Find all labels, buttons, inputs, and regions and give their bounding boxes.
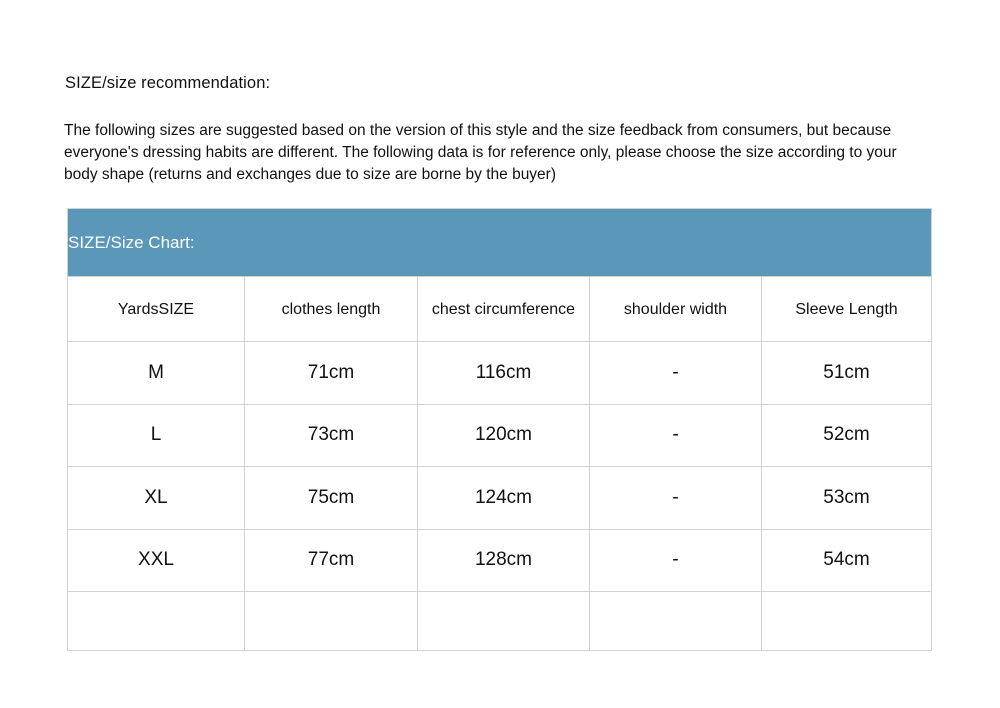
cell-sleeve-length: 54cm (762, 529, 932, 592)
size-table-container (67, 208, 931, 651)
cell-size: XL (68, 467, 245, 530)
column-header-size (68, 277, 245, 342)
column-header-chest-circumference (418, 277, 590, 342)
cell-size: L (68, 404, 245, 467)
cell-chest-circumference: 116cm (418, 342, 590, 405)
cell-shoulder-width: - (590, 529, 762, 592)
cell-chest-circumference: 120cm (418, 404, 590, 467)
column-header-clothes-length (245, 277, 418, 342)
cell-clothes-length (245, 592, 418, 651)
table-row (68, 342, 932, 405)
table-header-row (68, 277, 932, 342)
cell-shoulder-width: - (590, 404, 762, 467)
column-header-sleeve-length-label: Sleeve Length (795, 300, 898, 318)
column-header-shoulder-width-label: shoulder width (623, 300, 728, 318)
table-title-row (68, 209, 932, 277)
cell-chest-circumference (418, 592, 590, 651)
column-header-shoulder-width (590, 277, 762, 342)
table-row (68, 467, 932, 530)
cell-size: M (68, 342, 245, 405)
table-title: SIZE/Size Chart: (68, 209, 932, 277)
table-row (68, 404, 932, 467)
cell-shoulder-width: - (590, 467, 762, 530)
table-row-empty (68, 592, 932, 651)
cell-sleeve-length: 51cm (762, 342, 932, 405)
column-header-chest-circumference-label: chest circumference (431, 300, 576, 318)
cell-size: XXL (68, 529, 245, 592)
intro-paragraph: The following sizes are suggested based on the version of this style and the size feedback from consumers, but because everyone's dressing habits are different. The following data is for reference only, please choose the size according to your body shape (returns and exchanges due to size are borne by the buyer) (64, 122, 897, 183)
size-table (67, 208, 932, 651)
cell-shoulder-width: - (590, 342, 762, 405)
cell-shoulder-width (590, 592, 762, 651)
cell-sleeve-length: 52cm (762, 404, 932, 467)
cell-chest-circumference: 128cm (418, 529, 590, 592)
cell-size (68, 592, 245, 651)
column-header-size-label: YardsSIZE (117, 300, 195, 318)
cell-chest-circumference: 124cm (418, 467, 590, 530)
cell-sleeve-length (762, 592, 932, 651)
table-row (68, 529, 932, 592)
page-title: SIZE/size recommendation: (65, 74, 271, 92)
column-header-sleeve-length (762, 277, 932, 342)
cell-clothes-length: 77cm (245, 529, 418, 592)
cell-clothes-length: 75cm (245, 467, 418, 530)
cell-clothes-length: 73cm (245, 404, 418, 467)
column-header-clothes-length-label: clothes length (281, 300, 381, 318)
cell-clothes-length: 71cm (245, 342, 418, 405)
cell-sleeve-length: 53cm (762, 467, 932, 530)
